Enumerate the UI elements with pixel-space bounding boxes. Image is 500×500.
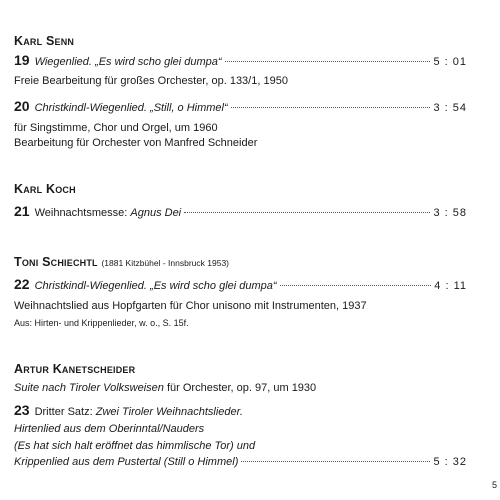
track-title-italic: Zwei Tiroler Weihnachtslieder. (95, 406, 243, 418)
dot-leader (241, 461, 430, 462)
track-source-note: Aus: Hirten- und Krippenlieder, w. o., S. 15f. (14, 318, 189, 328)
track-23 (14, 402, 467, 418)
track-title-italic: „Es wird scho glei dumpa“ (95, 56, 222, 68)
booklet-page (14, 0, 498, 500)
track-title-plain: Christkindl-Wiegenlied. (34, 280, 147, 292)
track-22 (14, 276, 467, 292)
track-note: Weihnachtslied aus Hopfgarten für Chor unisono mit Instrumenten, 1937 (14, 300, 367, 312)
composer-heading (14, 255, 229, 269)
track-title-plain: Dritter Satz: (34, 406, 93, 418)
track-number: 23 (14, 402, 30, 418)
track-number: 19 (14, 52, 30, 68)
track-title-italic: „Es wird scho glei dumpa“ (150, 280, 277, 292)
track-20 (14, 98, 467, 114)
suite-title (14, 382, 316, 394)
track-title (35, 280, 277, 292)
track-number: 22 (14, 276, 30, 292)
track-note: für Singstimme, Chor und Orgel, um 1960 (14, 122, 218, 134)
dot-leader (231, 107, 431, 108)
track-subtitle-line: Krippenlied aus dem Pustertal (Still o Himmel) (14, 456, 239, 468)
track-title-plain: Weihnachtsmesse: (34, 207, 128, 219)
track-subtitle-last (14, 456, 467, 468)
composer-name: Karl Koch (14, 182, 76, 196)
composer-dates: (1881 Kitzbühel - Innsbruck 1953) (101, 258, 230, 268)
composer-name: Karl Senn (14, 34, 75, 48)
track-title-italic: „Still, o Himmel“ (150, 102, 228, 114)
track-duration: 5 : 01 (433, 56, 467, 68)
track-title-plain: Christkindl-Wiegenlied. (34, 102, 147, 114)
track-subtitle-line: Hirtenlied aus dem Oberinntal/Nauders (14, 423, 205, 435)
track-title (35, 102, 228, 114)
dot-leader (184, 212, 430, 213)
dot-leader (280, 285, 432, 286)
track-title (35, 207, 182, 219)
track-duration: 4 : 11 (434, 280, 467, 292)
dot-leader (225, 61, 431, 62)
track-duration: 5 : 32 (433, 456, 467, 468)
track-subtitle-line: (Es hat sich halt eröffnet das himmlische Tor) und (14, 440, 256, 452)
track-number: 21 (14, 203, 30, 219)
track-title (35, 406, 243, 418)
track-19 (14, 52, 467, 68)
track-duration: 3 : 58 (433, 207, 467, 219)
composer-name: Artur Kanetscheider (14, 362, 136, 376)
track-title (35, 56, 222, 68)
suite-title-rest: für Orchester, op. 97, um 1930 (166, 382, 317, 394)
composer-name: Toni Schiechtl (14, 255, 98, 269)
track-number: 20 (14, 98, 30, 114)
track-note: Freie Bearbeitung für großes Orchester, op. 133/1, 1950 (14, 75, 288, 87)
track-duration: 3 : 54 (433, 102, 467, 114)
track-title-italic: Agnus Dei (130, 207, 182, 219)
track-note: Bearbeitung für Orchester von Manfred Schneider (14, 137, 258, 149)
suite-title-italic: Suite nach Tiroler Volksweisen (14, 382, 164, 394)
track-21 (14, 203, 467, 219)
track-title-plain: Wiegenlied. (34, 56, 92, 68)
page-number: 5 (492, 480, 498, 490)
